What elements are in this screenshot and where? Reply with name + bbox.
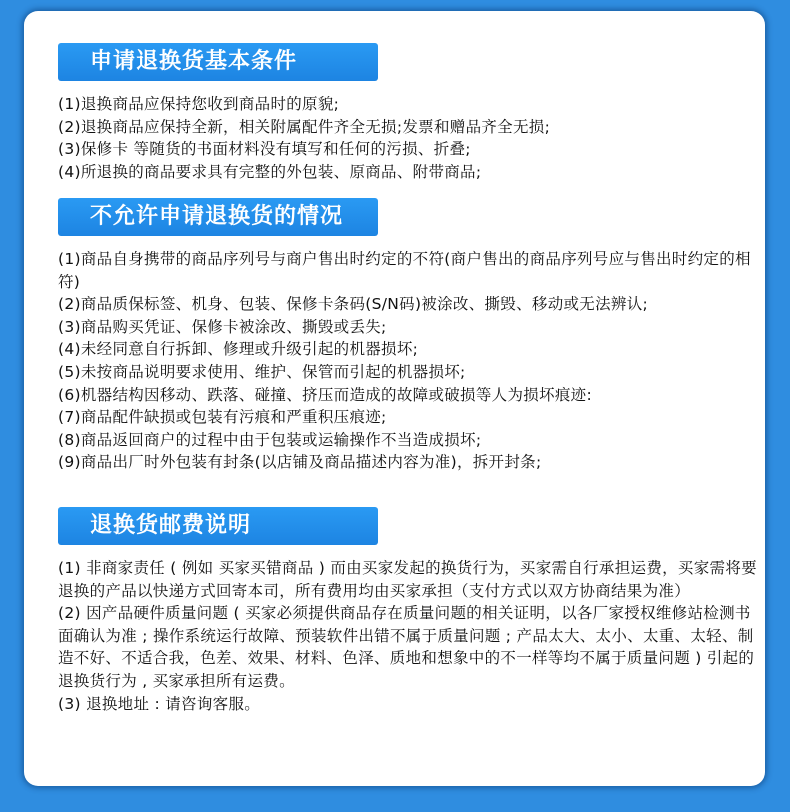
section-body bbox=[58, 557, 758, 715]
section-body bbox=[58, 93, 758, 183]
section-shipping-fee bbox=[58, 507, 758, 715]
section-title: 退换货邮费说明 bbox=[58, 507, 378, 545]
list-item: (9)商品出厂时外包装有封条(以店铺及商品描述内容为准)，拆开封条; bbox=[58, 453, 542, 472]
list-item: (2)退换商品应保持全新，相关附属配件齐全无损;发票和赠品齐全无损; bbox=[58, 117, 551, 136]
list-item: (1) 非商家责任 ( 例如 买家买错商品 ) 而由买家发起的换货行为，买家需自行承担运费，买家需将要退换的产品以快递方式回寄本司，所有费用均由买家承担（支付方式以双方协商结果为准） bbox=[58, 559, 757, 600]
list-item: (3)保修卡 等随货的书面材料没有填写和任何的污损、折叠; bbox=[58, 140, 471, 159]
section-return-conditions bbox=[58, 43, 758, 183]
list-item: (2) 因产品硬件质量问题 ( 买家必须提供商品存在质量问题的相关证明，以各厂家授权维修站检测书面确认为准 ; 操作系统运行故障、预装软件出错不属于质量问题 ; 产品太大、太小、太重、太轻、制造不好、不适合我，色差、效果、材料、色泽、质地和想象中的不一样等均不属于质量问题 ) 引起的退换货行为 , 买家承担所有运费。 bbox=[58, 604, 755, 690]
list-item: (3)商品购买凭证、保修卡被涂改、撕毁或丢失; bbox=[58, 317, 387, 336]
list-item: (8)商品返回商户的过程中由于包装或运输操作不当造成损坏; bbox=[58, 430, 482, 449]
policy-card bbox=[24, 11, 765, 786]
list-item: (3) 退换地址 : 请咨询客服。 bbox=[58, 694, 261, 713]
list-item: (4)所退换的商品要求具有完整的外包装、原商品、附带商品; bbox=[58, 162, 482, 181]
list-item: (1)商品自身携带的商品序列号与商户售出时约定的不符(商户售出的商品序列号应与售出时约定的相符) bbox=[58, 250, 751, 291]
section-title: 申请退换货基本条件 bbox=[58, 43, 378, 81]
list-item: (7)商品配件缺损或包装有污痕和严重积压痕迹; bbox=[58, 408, 387, 427]
section-title: 不允许申请退换货的情况 bbox=[58, 198, 378, 236]
list-item: (4)未经同意自行拆卸、修理或升级引起的机器损坏; bbox=[58, 340, 419, 359]
section-body bbox=[58, 248, 758, 474]
list-item: (5)未按商品说明要求使用、维护、保管而引起的机器损坏; bbox=[58, 362, 466, 381]
list-item: (6)机器结构因移动、跌落、碰撞、挤压而造成的故障或破损等人为损坏痕迹: bbox=[58, 385, 592, 404]
section-not-allowed bbox=[58, 198, 758, 474]
list-item: (1)退换商品应保持您收到商品时的原貌; bbox=[58, 95, 340, 113]
list-item: (2)商品质保标签、机身、包装、保修卡条码(S/N码)被涂改、撕毁、移动或无法辨认; bbox=[58, 295, 649, 314]
